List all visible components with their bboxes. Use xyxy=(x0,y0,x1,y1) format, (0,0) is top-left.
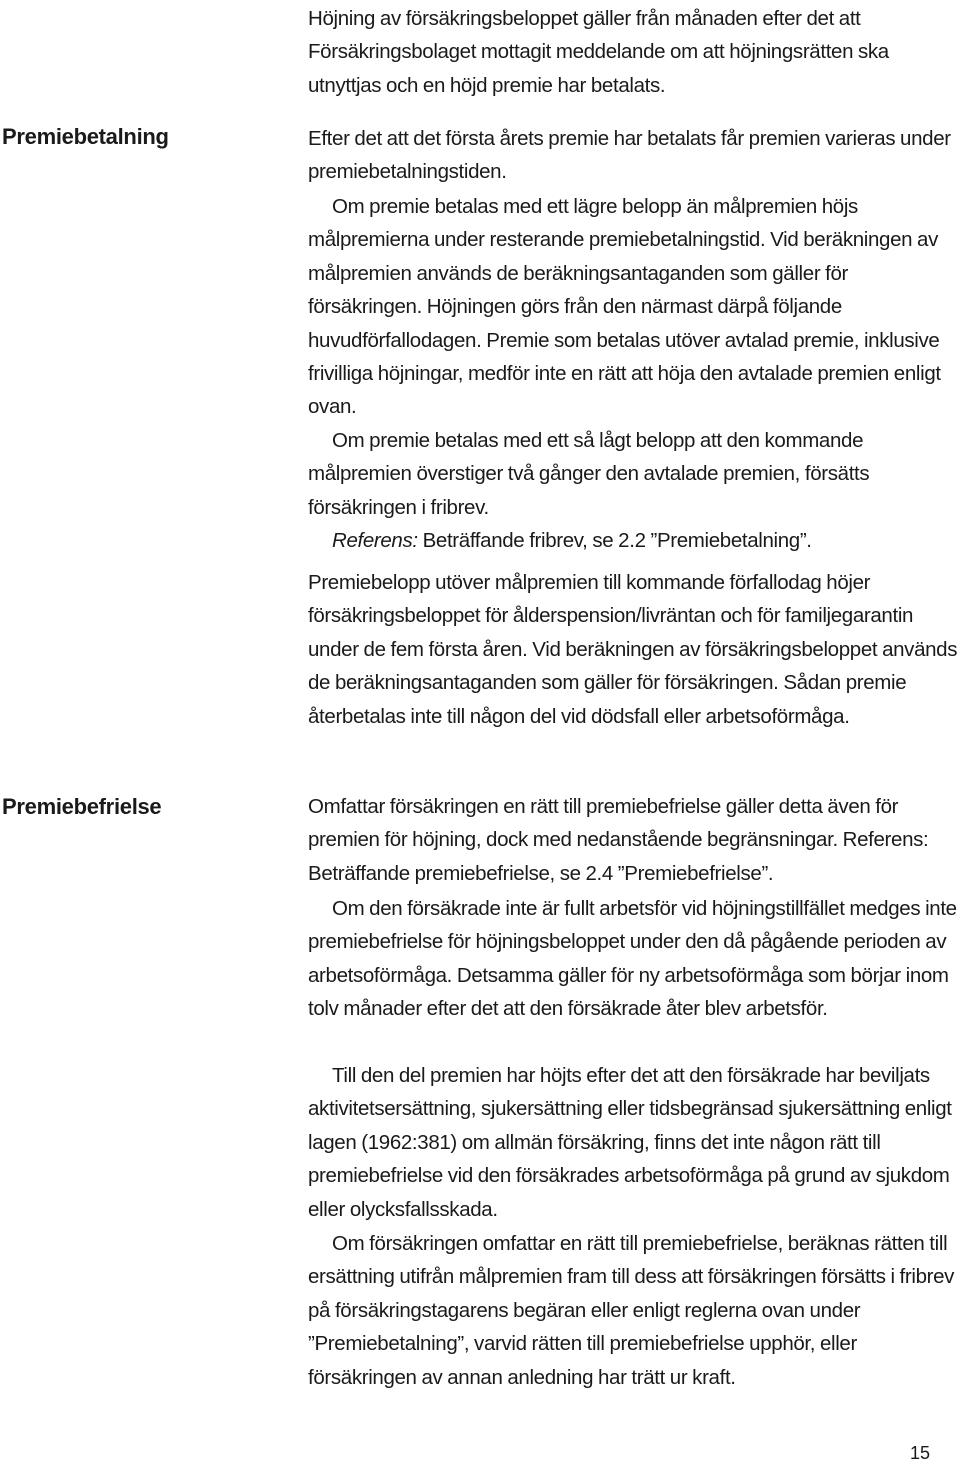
premiebetalning-paragraph-2: Om premie betalas med ett lägre belopp än målpremien höjs målpremierna under resterande premiebetalningstid. Vid beräkningen av målpremien används de beräkningsantaganden som gäller för försäkringen. Höjningen görs från den närmast därpå följande huvudförfallodagen. Premie som betalas utöver avtalad premie, inklusive frivilliga höjningar, medför inte en rätt att höja den avtalade premien enligt ovan. xyxy=(308,195,941,419)
premiebetalning-paragraph-3: Om premie betalas med ett så lågt belopp att den kommande målpremien överstiger två gånger den avtalade premien, försätts försäkringen i fribrev. xyxy=(308,429,870,519)
premiebefrielse-paragraph-3: Till den del premien har höjts efter det att den försäkrade har beviljats aktivitetsersättning, sjukersättning eller tidsbegränsad sjukersättning enligt lagen (1962:381) om allmän försäkring, finns det inte någon rätt till premiebefrielse vid den försäkrades arbetsoförmåga på grund av sjukdom eller olycksfallsskada. xyxy=(308,1064,952,1221)
premiebetalning-paragraph-4: Premiebelopp utöver målpremien till kommande förfallodag höjer försäkringsbeloppet för ålderspension/livräntan och för familjegarantin under de fem första åren. Vid beräkningen av försäkringsbeloppet används de beräkningsantaganden som gäller för försäkringen. Sådan premie återbetalas inte till någon del vid dödsfall eller arbetsoförmåga. xyxy=(308,571,958,728)
premiebefrielse-paragraph-4: Om försäkringen omfattar en rätt till premiebefrielse, beräknas rätten till ersättning utifrån målpremien fram till dess att försäkringen försätts i fribrev på försäkringstagarens begäran eller enligt reglerna ovan under ”Premiebetalning”, varvid rätten till premiebefrielse upphör, eller försäkringen av annan anledning har trätt ur kraft. xyxy=(308,1232,955,1389)
reference-label: Referens: xyxy=(332,529,418,552)
section-heading-premiebefrielse: Premiebefrielse xyxy=(2,794,162,819)
reference-text: Beträffande fribrev, se 2.2 ”Premiebetalning”. xyxy=(417,529,812,552)
premiebetalning-paragraph-1: Efter det att det första årets premie har betalats får premien varieras under premiebetalningstiden. xyxy=(308,127,951,184)
premiebefrielse-paragraph-2: Om den försäkrade inte är fullt arbetsför vid höjningstillfället medges inte premiebefrielse för höjningsbeloppet under den då pågående perioden av arbetsoförmåga. Detsamma gäller för ny arbetsoförmåga som börjar inom tolv månader efter det att den försäkrade åter blev arbetsför. xyxy=(308,897,957,1021)
page-number: 15 xyxy=(909,1443,930,1463)
intro-paragraph: Höjning av försäkringsbeloppet gäller från månaden efter det att Försäkringsbolaget mottagit meddelande om att höjningsrätten ska utnyttjas och en höjd premie har betalats. xyxy=(308,7,889,97)
section-heading-premiebetalning: Premiebetalning xyxy=(2,124,169,149)
premiebetalning-reference xyxy=(308,524,958,557)
premiebefrielse-paragraph-1: Omfattar försäkringen en rätt till premiebefrielse gäller detta även för premien för höjning, dock med nedanstående begränsningar. Referens: Beträffande premiebefrielse, se 2.4 ”Premiebefrielse”. xyxy=(308,795,929,885)
